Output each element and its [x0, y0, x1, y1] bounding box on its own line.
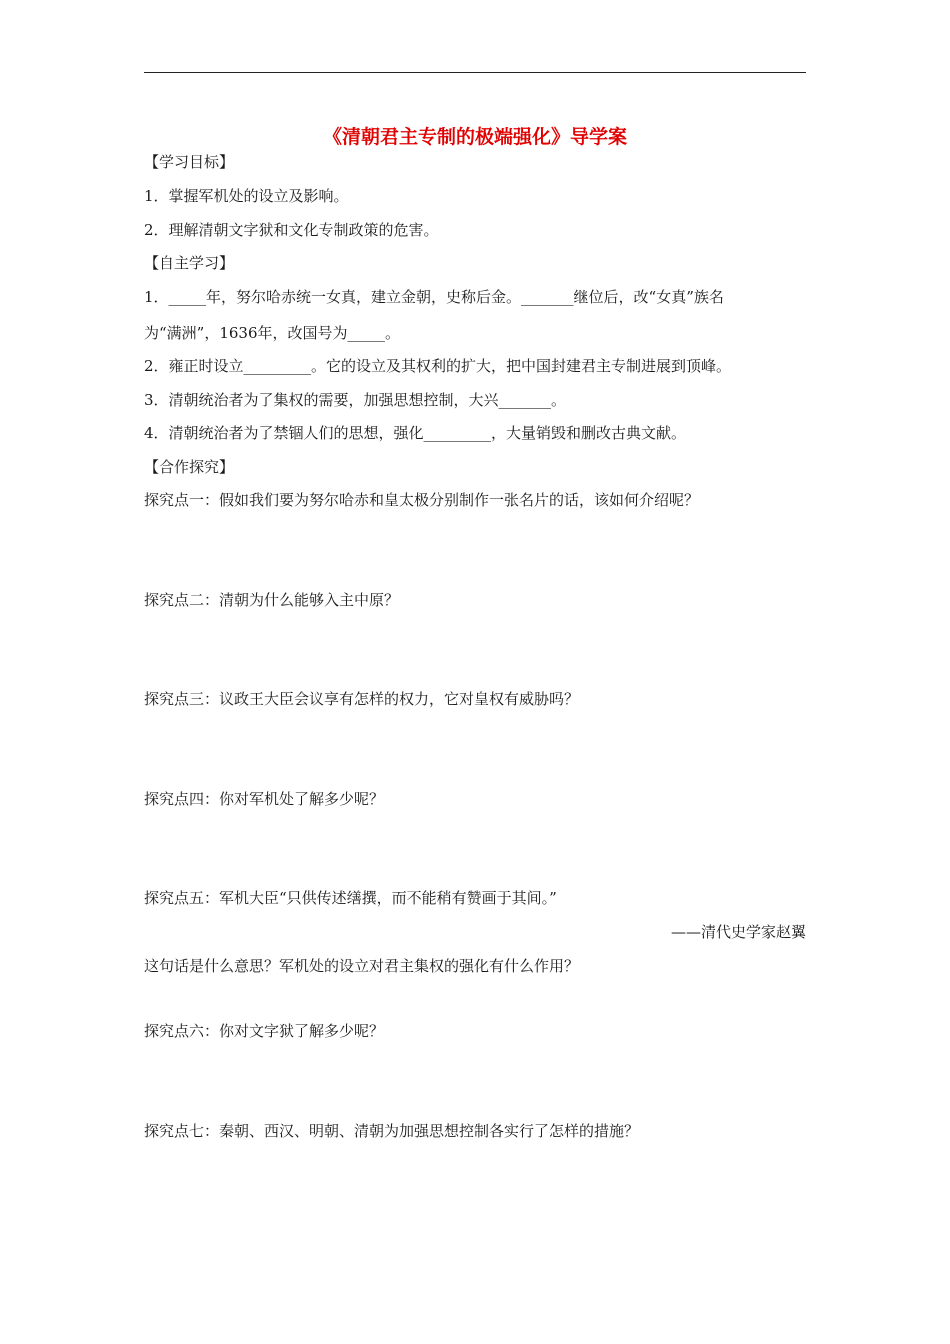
section-heading-cooperative: 【合作探究】	[144, 458, 235, 476]
header-rule	[144, 72, 806, 73]
explore-item-2: 探究点二：清朝为什么能够入主中原？	[144, 591, 400, 609]
quote-source: ——清代史学家赵翼	[670, 923, 806, 941]
explore-item-4: 探究点四：你对军机处了解多少呢？	[144, 790, 385, 808]
goal-item: 2．理解清朝文字狱和文化专制政策的危害。	[144, 221, 439, 239]
explore-item-6: 探究点六：你对文字狱了解多少呢？	[144, 1022, 385, 1040]
self-study-item: 2．雍正时设立_________。它的设立及其权利的扩大，把中国封建君主专制进展到顶峰。	[144, 357, 732, 375]
self-study-item: 4．清朝统治者为了禁锢人们的思想，强化_________，大量销毁和删改古典文献。	[144, 424, 687, 442]
explore-item-5: 探究点五：军机大臣“只供传述缮撰，而不能稍有赞画于其间。”	[144, 889, 557, 907]
explore-item-3: 探究点三：议政王大臣会议享有怎样的权力，它对皇权有威胁吗？	[144, 690, 580, 708]
self-study-item: 为“满洲”，1636年，改国号为_____。	[144, 324, 401, 342]
self-study-item: 1．_____年，努尔哈赤统一女真，建立金朝，史称后金。_______继位后，改“女真”族名	[144, 288, 724, 306]
explore-item-1: 探究点一：假如我们要为努尔哈赤和皇太极分别制作一张名片的话，该如何介绍呢？	[144, 491, 700, 509]
document-title: 《清朝君主专制的极端强化》导学案	[322, 126, 627, 148]
goal-item: 1．掌握军机处的设立及影响。	[144, 187, 349, 205]
self-study-item: 3．清朝统治者为了集权的需要，加强思想控制，大兴_______。	[144, 391, 567, 409]
explore-item-5-question: 这句话是什么意思？军机处的设立对君主集权的强化有什么作用？	[144, 957, 580, 975]
section-heading-goals: 【学习目标】	[144, 153, 235, 171]
explore-item-7: 探究点七：秦朝、西汉、明朝、清朝为加强思想控制各实行了怎样的措施？	[144, 1122, 640, 1140]
section-heading-self-study: 【自主学习】	[144, 254, 235, 272]
